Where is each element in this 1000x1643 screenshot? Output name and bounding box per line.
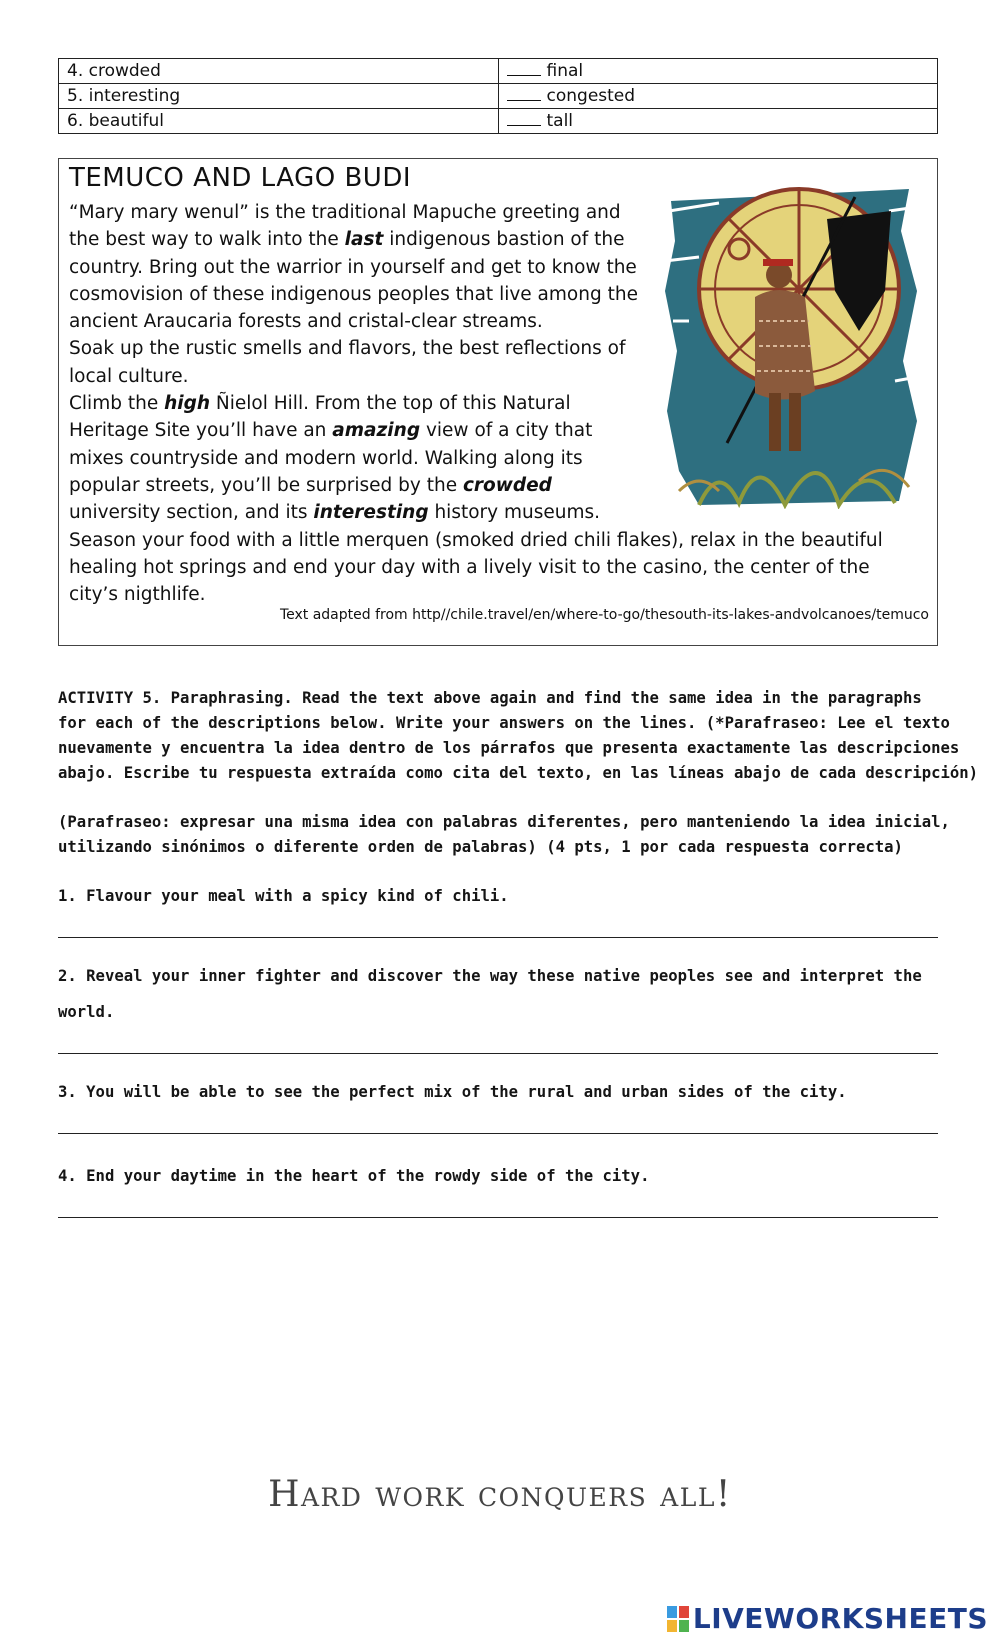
table-cell-option: [498, 84, 938, 109]
emphasis-word: amazing: [332, 420, 421, 442]
answer-blank[interactable]: [507, 63, 541, 76]
activity-note: (Parafraseo: expresar una misma idea con palabras diferentes, pero manteniendo la idea inicial, utilizando sinónimos o diferente orden de palabras) (4 pts, 1 por cada respuesta correcta): [58, 813, 950, 856]
paragraph-2: Soak up the rustic smells and flavors, the best reflections of local culture.: [69, 338, 626, 387]
reading-text: [69, 199, 919, 608]
paragraph-4: Season your food with a little merquen (smoked dried chili flakes), relax in the beautiful healing hot springs and end your day with a lively visit to the casino, the center of the city’s nigthlife.: [69, 529, 883, 606]
question-2-cont: world.: [58, 1003, 115, 1021]
answer-line-3[interactable]: [58, 1105, 938, 1134]
table-cell-word: 4. crowded: [59, 59, 499, 84]
answer-line-2[interactable]: [58, 1025, 938, 1054]
activity-section: [58, 686, 979, 1218]
paragraph-3: Climb the high Ñielol Hill. From the top of this Natural Heritage Site you’ll have an amazing view of a city that mixes countryside and modern world. Walking along its popular streets, you’ll be surprised by the crowded university section, and its interesting history museums.: [69, 393, 601, 524]
liveworksheets-icon: [667, 1606, 689, 1632]
table-cell-option: [498, 109, 938, 134]
question-3: 3. You will be able to see the perfect mix of the rural and urban sides of the city.: [58, 1083, 847, 1101]
motto: Hard work conquers all!: [268, 1474, 732, 1515]
emphasis-word: high: [164, 393, 211, 415]
option-text: tall: [546, 111, 574, 131]
table-cell-word: 5. interesting: [59, 84, 499, 109]
activity-instructions: ACTIVITY 5. Paraphrasing. Read the text above again and find the same idea in the paragraphs for each of the descriptions below. Write your answers on the lines. (*Parafraseo: Lee el texto nuevamente y encuentra la idea dentro de los párrafos que presenta exactamente las descripciones abajo. Escribe tu respuesta extraída como cita del texto, en las líneas abajo de cada descripción): [58, 689, 979, 782]
answer-blank[interactable]: [507, 88, 541, 101]
answer-line-1[interactable]: [58, 909, 938, 938]
table-row: [59, 84, 938, 109]
table-row: [59, 59, 938, 84]
answer-blank[interactable]: [507, 113, 541, 126]
reading-box: [58, 158, 938, 646]
option-text: congested: [546, 86, 636, 106]
paragraph-1: “Mary mary wenul” is the traditional Mapuche greeting and the best way to walk into the last indigenous bastion of the country. Bring out the warrior in yourself and get to know the cosmovision of these indigenous peoples that live among the ancient Araucaria forests and cristal-clear streams.: [69, 202, 638, 333]
table-row: [59, 109, 938, 134]
question-1: 1. Flavour your meal with a spicy kind of chili.: [58, 887, 509, 905]
table-cell-word: 6. beautiful: [59, 109, 499, 134]
brand-name: LIVEWORKSHEETS: [692, 1602, 988, 1635]
question-4: 4. End your daytime in the heart of the rowdy side of the city.: [58, 1167, 650, 1185]
emphasis-word: interesting: [313, 502, 429, 524]
emphasis-word: last: [344, 229, 384, 251]
brand-logo: [667, 1602, 988, 1635]
matching-table: [58, 58, 938, 134]
reading-title: TEMUCO AND LAGO BUDI: [69, 163, 412, 193]
question-2: 2. Reveal your inner fighter and discover the way these native peoples see and interpret the: [58, 967, 922, 985]
emphasis-word: crowded: [462, 474, 552, 496]
source-credit: Text adapted from http//chile.travel/en/where-to-go/thesouth-its-lakes-andvolcanoes/temuco: [279, 607, 929, 623]
table-cell-option: [498, 59, 938, 84]
answer-line-4[interactable]: [58, 1189, 938, 1218]
option-text: final: [546, 61, 584, 81]
